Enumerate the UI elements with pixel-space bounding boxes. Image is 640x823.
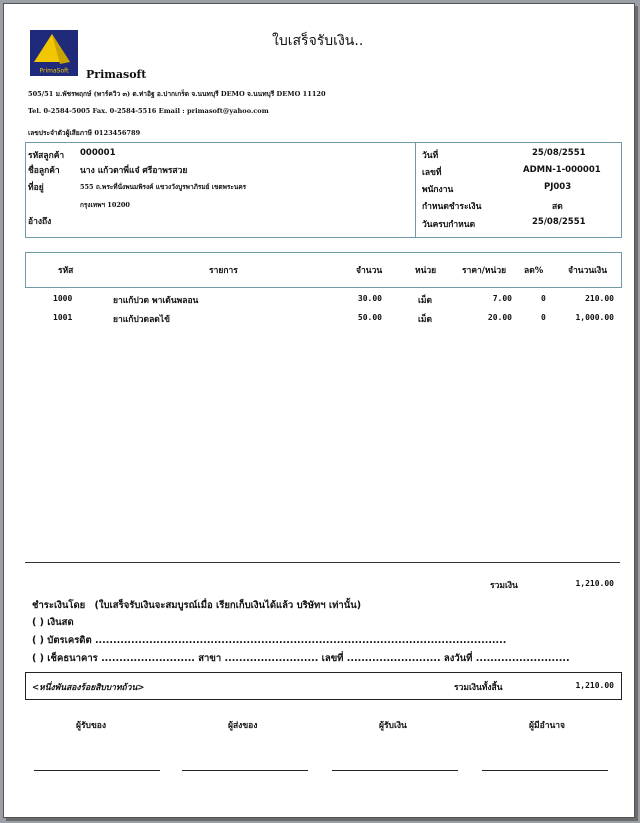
signature-line [332,770,458,771]
col-amount-header: จำนวนเงิน [568,266,608,276]
row-amount: 210.00 [585,294,614,303]
subtotal-label: รวมเงิน [490,581,518,591]
customer-address-line1: 555 ถ.พระที่นั่งพนมพิรงค์ แขวงวังบูรพาภิรมย์ เขตพระนคร [80,183,247,191]
signature-line [182,770,308,771]
company-address: 505/51 ม.พัชรพฤกษ์ (พาร์ควิว ๓) ต.ท่าอิฐ อ.ปากเกร็ด จ.นนทบุรี DEMO จ.นนทบุรี DEMO 11120 [28,90,326,98]
due-value: 25/08/2551 [532,217,586,227]
customer-address-line2: กรุงเทพฯ 10200 [80,201,130,209]
signature-receiver-label: ผู้รับของ [76,721,107,731]
customer-code-label: รหัสลูกค้า [28,151,65,161]
payment-credit: ( ) บัตรเครดิต .................................................................................................................. [32,635,507,646]
doc-no-value: ADMN-1-000001 [523,165,601,175]
grand-total-label: รวมเงินทั้งสิ้น [454,683,503,693]
terms-value: สด [552,202,563,212]
terms-label: กำหนดชำระเงิน [422,202,482,212]
grand-total-value: 1,210.00 [575,681,614,690]
row-amount: 1,000.00 [575,313,614,322]
reference-label: อ้างถึง [28,217,52,227]
col-code-header: รหัส [58,266,74,276]
row-unit: เม็ด [418,296,433,306]
customer-name-label: ชื่อลูกค้า [28,166,60,176]
row-price: 7.00 [492,294,512,303]
doc-no-label: เลขที่ [422,168,442,178]
row-discount: 0 [541,294,546,303]
col-desc-header: รายการ [209,266,238,276]
due-label: วันครบกำหนด [422,220,476,230]
company-name: Primasoft [86,68,147,81]
row-discount: 0 [541,313,546,322]
box-divider [415,143,416,237]
signature-authorized-label: ผู้มีอำนาจ [529,721,566,731]
customer-name: นาง แก้วตาพี่แจ๋ ศรีอาพรสวย [80,166,188,176]
row-desc: ยาแก้ปวดลดไข้ [113,315,170,325]
company-contact: Tel. 0-2584-5005 Fax. 0-2584-5516 Email : primasoft@yahoo.com [28,107,269,115]
customer-code: 000001 [80,148,116,158]
signature-sender-label: ผู้ส่งของ [228,721,258,731]
row-desc: ยาแก้ปวด พาเด้นพลอน [113,296,199,306]
items-table-header [25,252,622,288]
sales-value: PJ003 [544,182,572,192]
col-discount-header: ลด% [524,266,544,276]
row-code: 1000 [53,294,73,303]
company-logo [30,30,78,76]
payment-cash: ( ) เงินสด [32,617,74,628]
signature-line [34,770,160,771]
row-unit: เม็ด [418,315,433,325]
customer-info-box [25,142,622,238]
col-price-header: ราคา/หน่วย [462,266,507,276]
amount-in-words: <หนึ่งพันสองร้อยสิบบาทถ้วน> [32,683,145,693]
col-unit-header: หน่วย [415,266,437,276]
payment-cheque: ( ) เช็คธนาคาร .......................... สาขา .......................... เลขที่ .......................... ลงวันที่ .......................... [32,653,570,664]
svg-text:PrimaSoft: PrimaSoft [39,67,69,75]
col-qty-header: จำนวน [356,266,383,276]
row-price: 20.00 [487,313,512,322]
signature-cashier-label: ผู้รับเงิน [379,721,407,731]
customer-address-label: ที่อยู่ [28,183,44,193]
sales-label: พนักงาน [422,185,454,195]
page-title: ใบเสร็จรับเงิน.. [272,33,364,49]
signature-line [482,770,608,771]
payment-heading [32,598,361,613]
grand-total-box [25,672,622,700]
subtotal-value: 1,210.00 [575,579,614,588]
row-qty: 30.00 [357,294,382,303]
table-bottom-rule [25,562,620,563]
payment-note: (ใบเสร็จรับเงินจะสมบูรณ์เมื่อ เรียกเก็บเงินได้แล้ว บริษัทฯ เท่านั้น) [94,600,362,611]
company-tax-id: เลขประจำตัวผู้เสียภาษี 0123456789 [28,129,141,137]
row-qty: 50.00 [357,313,382,322]
date-label: วันที่ [422,151,439,161]
row-code: 1001 [53,313,73,322]
date-value: 25/08/2551 [532,148,586,158]
receipt-page [3,3,635,818]
payment-heading-text: ชำระเงินโดย [32,600,86,611]
